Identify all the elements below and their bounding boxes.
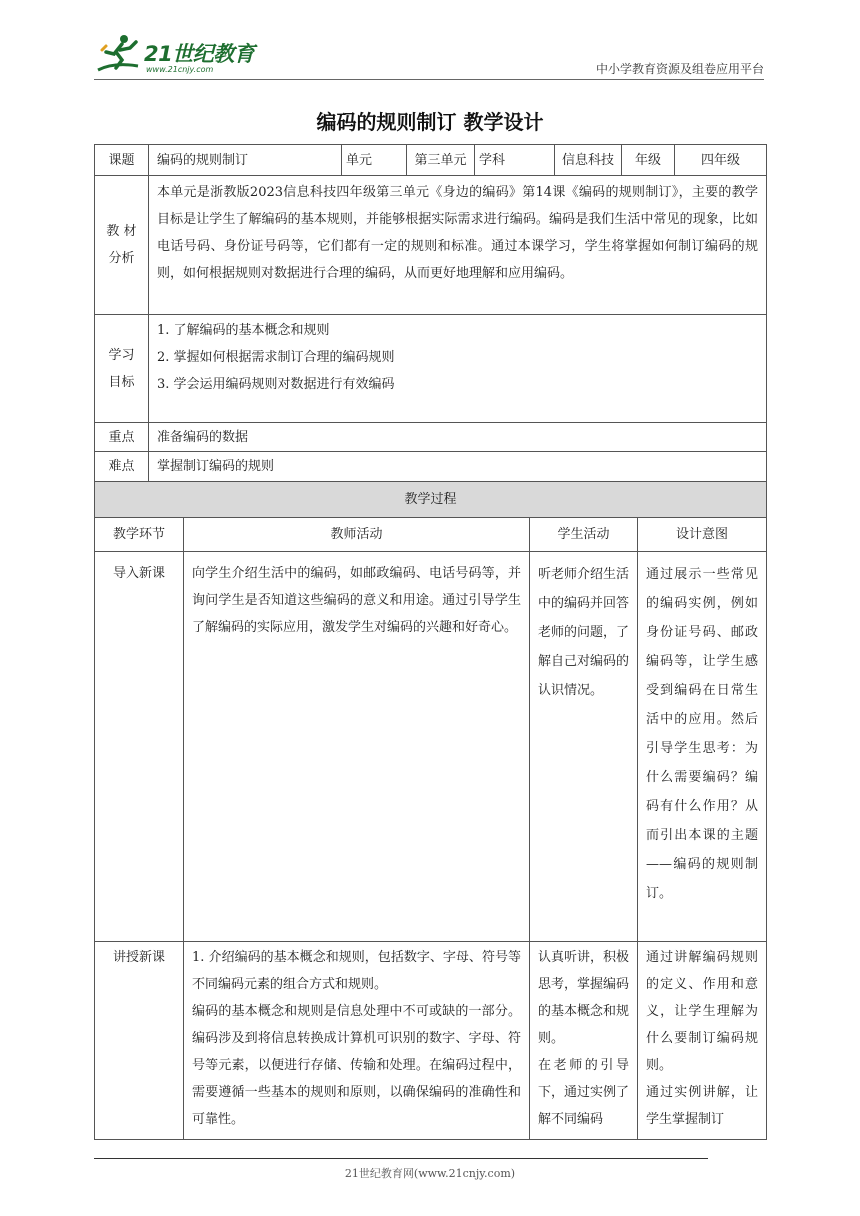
process-title: 教学过程 (95, 482, 767, 518)
student-cell: 听老师介绍生活中的编码并回答老师的问题，了解自己对编码的认识情况。 (530, 552, 638, 942)
info-row (95, 145, 767, 176)
logo-url: www.21cnjy.com (146, 65, 214, 74)
footer-divider (94, 1158, 708, 1159)
footer-text: 21世纪教育网(www.21cnjy.com) (344, 1167, 516, 1180)
runner-logo-icon (94, 32, 144, 78)
intent-cell: 通过讲解编码规则的定义、作用和意义，让学生理解为什么要制订编码规则。 通过实例讲解，让学生掌握制订 (638, 942, 767, 1140)
value-grade: 四年级 (675, 145, 767, 176)
key-text: 准备编码的数据 (149, 423, 767, 452)
analysis-text: 本单元是浙教版2023信息科技四年级第三单元《身边的编码》第14课《编码的规则制订》，主要的教学目标是让学生了解编码的基本规则，并能够根据实际需求进行编码。编码是我们生活中常见的现象，比如电话号码、身份证号码等，它们都有一定的规则和标准。通过本课学习，学生将掌握如何制订编码的规则，如何根据规则对数据进行合理的编码，从而更好地理解和应用编码。 (149, 176, 767, 315)
difficult-row (95, 452, 767, 482)
intent-cell: 通过展示一些常见的编码实例，例如身份证号码、邮政编码等，让学生感受到编码在日常生活中的应用。然后引导学生思考：为什么需要编码？编码有什么作用？从而引出本课的主题——编码的规则制订。 (638, 552, 767, 942)
label-topic: 课题 (95, 145, 149, 176)
label-key: 重点 (95, 423, 149, 452)
process-row (95, 942, 767, 1140)
page-header (94, 32, 764, 82)
teacher-cell: 1. 介绍编码的基本概念和规则，包括数字、字母、符号等不同编码元素的组合方式和规则。 编码的基本概念和规则是信息处理中不可或缺的一部分。编码涉及到将信息转换成计算机可识别的数字、字母、符号等元素，以便进行存储、传输和处理。在编码过程中，需要遵循一些基本的规则和原则，以确保编码的准确性和可靠性。 (184, 942, 530, 1140)
platform-name: 中小学教育资源及组卷应用平台 (595, 62, 764, 76)
teaching-process-table (94, 481, 767, 1140)
student-cell: 认真听讲，积极思考，掌握编码的基本概念和规则。 在老师的引导下，通过实例了解不同编码 (530, 942, 638, 1140)
label-goals: 学习 目标 (95, 315, 149, 423)
goal-item: 2. 掌握如何根据需求制订合理的编码规则 (157, 350, 395, 365)
goal-item: 1. 了解编码的基本概念和规则 (157, 323, 330, 338)
value-subject: 信息科技 (555, 145, 622, 176)
header-teacher: 教师活动 (184, 518, 530, 552)
header-divider (94, 79, 764, 80)
lesson-info-table (94, 144, 767, 482)
stage-cell: 讲授新课 (95, 942, 184, 1140)
process-title-row (95, 482, 767, 518)
header-stage: 教学环节 (95, 518, 184, 552)
goal-item: 3. 学会运用编码规则对数据进行有效编码 (157, 377, 395, 392)
document-title: 编码的规则制订 教学设计 (316, 110, 544, 134)
label-subject: 学科 (475, 145, 555, 176)
label-difficult: 难点 (95, 452, 149, 482)
process-header-row (95, 518, 767, 552)
difficult-text: 掌握制订编码的规则 (149, 452, 767, 482)
site-logo (94, 32, 264, 78)
process-row (95, 552, 767, 942)
teacher-cell: 向学生介绍生活中的编码，如邮政编码、电话号码等，并询问学生是否知道这些编码的意义和用途。通过引导学生了解编码的实际应用，激发学生对编码的兴趣和好奇心。 (184, 552, 530, 942)
label-grade: 年级 (622, 145, 675, 176)
goals-row (95, 315, 767, 423)
key-row (95, 423, 767, 452)
logo-text: 21世纪教育 (144, 42, 255, 66)
goals-list (149, 315, 767, 423)
header-intent: 设计意图 (638, 518, 767, 552)
label-analysis: 教 材 分析 (95, 176, 149, 315)
analysis-row (95, 176, 767, 315)
stage-cell: 导入新课 (95, 552, 184, 942)
label-unit: 单元 (342, 145, 407, 176)
header-student: 学生活动 (530, 518, 638, 552)
value-topic: 编码的规则制订 (149, 145, 342, 176)
value-unit: 第三单元 (407, 145, 475, 176)
